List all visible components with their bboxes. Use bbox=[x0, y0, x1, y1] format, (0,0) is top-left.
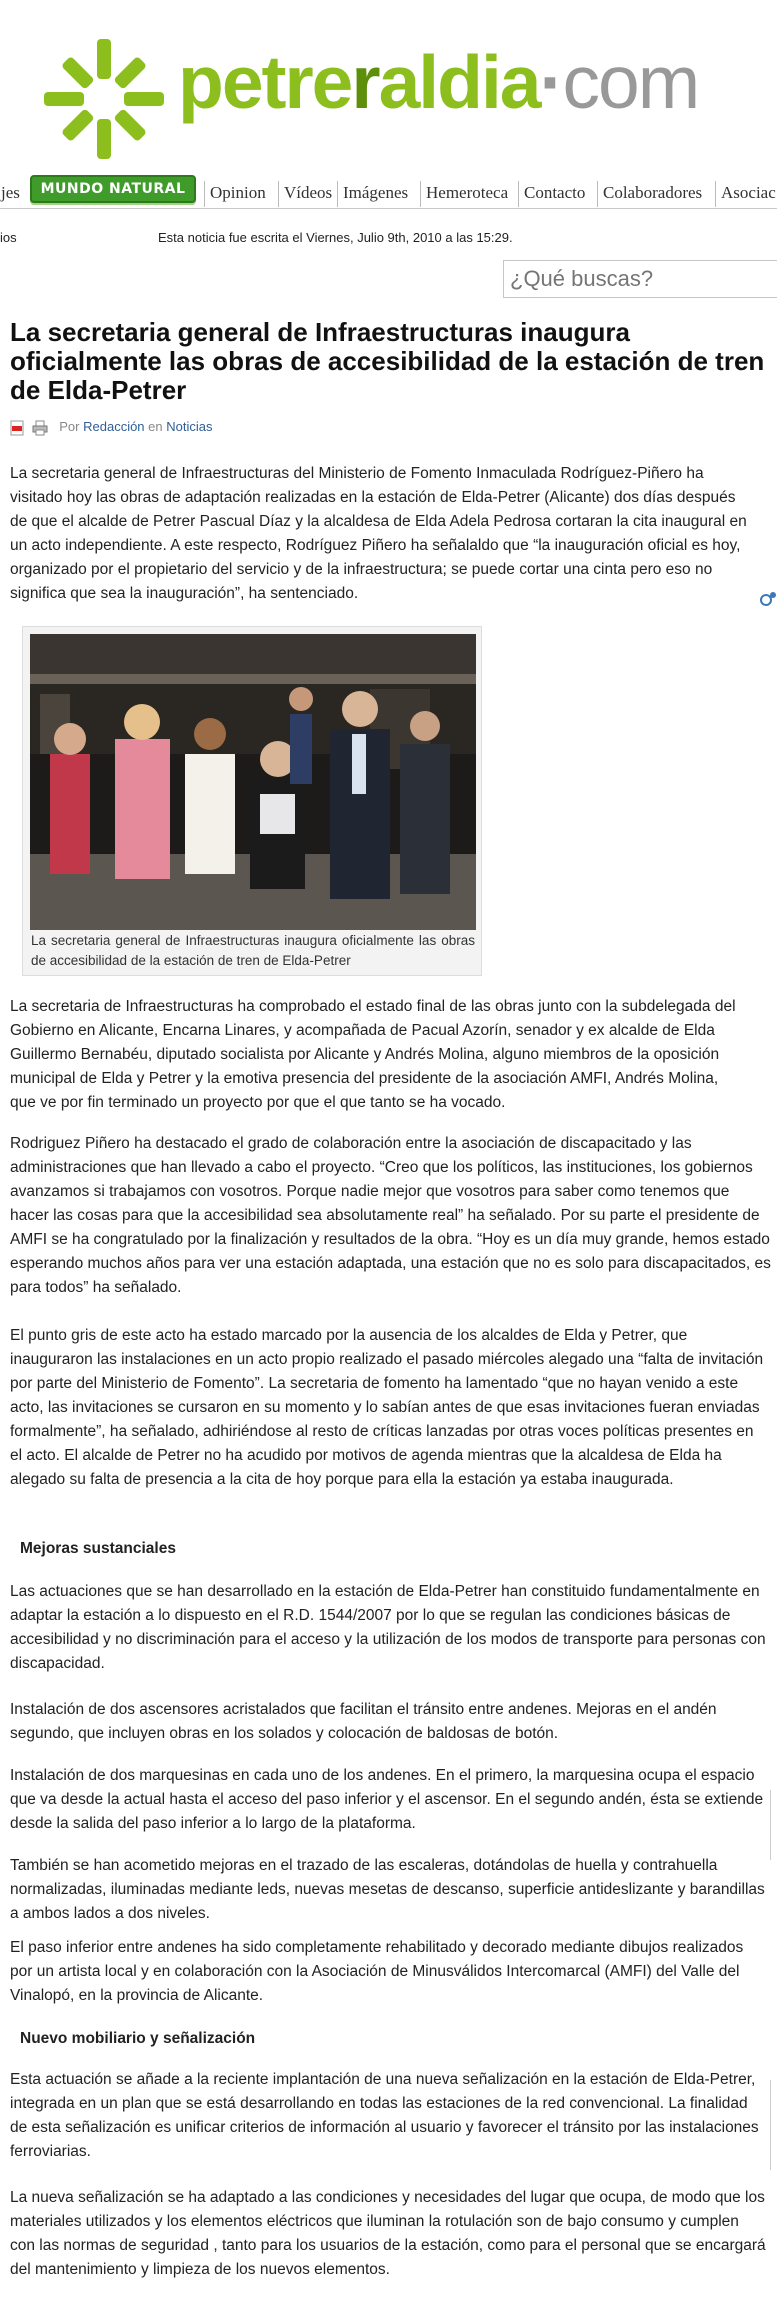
article-title[interactable]: La secretaria general de Infraestructuras inaugura oficialmente las obras de accesibilidad de la estación de tren de Elda-Petrer bbox=[10, 317, 765, 405]
nav-item-asociaciones[interactable]: Asociac bbox=[715, 181, 777, 207]
logo-part-r: r bbox=[351, 40, 379, 124]
pdf-icon[interactable] bbox=[10, 420, 26, 436]
nav-item-partial-left[interactable]: jes bbox=[1, 183, 20, 202]
logo-part-com: com bbox=[562, 40, 699, 124]
article-paragraph: Instalación de dos ascensores acristalados que facilitan el tránsito entre andenes. Mejoras en el andén segundo, que incluyen obras en los solados y colocación de baldosas de botón. bbox=[10, 1701, 717, 1742]
main-nav bbox=[0, 175, 777, 209]
print-icon[interactable] bbox=[32, 420, 48, 436]
article-paragraph: El paso inferior entre andenes ha sido completamente rehabilitado y decorado mediante dibujos realizados por un artista local y en colaboración con la Asociación de Minusválidos Intercomarcal (AMFI) del Valle del Vinalopó, en la provincia de Alicante. bbox=[10, 1939, 744, 2004]
photo-caption: La secretaria general de Infraestructuras inaugura oficialmente las obras de accesibilidad de la estación de tren de Elda-Petrer bbox=[31, 933, 475, 968]
site-header bbox=[0, 0, 777, 170]
section-heading: Nuevo mobiliario y señalización bbox=[20, 2030, 256, 2047]
subbar-partial-text: ios bbox=[0, 230, 17, 245]
photo-people-scene bbox=[30, 634, 476, 930]
article-paragraph: Esta actuación se añade a la reciente implantación de una nueva señalización en la estación de Elda-Petrer, integrada en un plan que se está desarrollando en todas las estaciones de la red convencional. La finalidad de esta señalización es unificar criterios de información al usuario y favorecer el tránsito por las instalaciones ferroviarias. bbox=[10, 2071, 759, 2160]
logo-part-dot: · bbox=[539, 40, 563, 124]
category-link[interactable]: Noticias bbox=[166, 419, 213, 434]
article-photo[interactable] bbox=[30, 634, 476, 930]
nav-item-colaboradores[interactable]: Colaboradores bbox=[597, 181, 707, 207]
search-input[interactable] bbox=[503, 260, 777, 298]
article-paragraph: Rodriguez Piñero ha destacado el grado de colaboración entre la asociación de discapacitado y las administraciones que han llevado a cabo el proyecto. “Creo que los políticos, las instituciones, los gobiernos avanzamos si trabajamos con vosotros. Porque nadie mejor que vosotros para saber como tenemos que hacer las cosas para que la accesibilidad sea absolutamente real” ha señalado. Por su parte el presidente de AMFI se ha congratulado por la finalización y resultados de la obra. “Hoy es un día muy grande, hemos estado esperando muchos años para ver una estación adaptada, una estación que no es solo para discapacitados, es para todos” ha señalado. bbox=[10, 1135, 771, 1296]
meta-por: Por bbox=[59, 419, 80, 434]
article-paragraph: El punto gris de este acto ha estado marcado por la ausencia de los alcaldes de Elda y Petrer, que inauguraron las instalaciones en un acto propio realizado el pasado miércoles alegado una “falta de invitación por parte del Ministerio de Fomento”. La secretaria de fomento ha lamentado “que no hayan venido a este acto, las invitaciones se cursaron en su momento y lo sabían antes de que esas invitaciones fueran enviadas formalmente”, ha señalado, adhiriéndose al resto de críticas lanzadas por otras voces políticas presentes en el acto. El alcalde de Petrer no ha acudido por motivos de agenda mientras que la alcaldesa de Elda ha alegado su falta de presencia a la cita de hoy porque para ella la estación ya estaba inaugurada. bbox=[10, 1327, 764, 1488]
article-meta bbox=[10, 419, 213, 439]
share-icon[interactable] bbox=[760, 590, 777, 606]
nav-item-hemeroteca[interactable]: Hemeroteca bbox=[420, 181, 513, 207]
nav-item-contacto[interactable]: Contacto bbox=[518, 181, 590, 207]
author-link[interactable]: Redacción bbox=[83, 419, 145, 434]
right-divider bbox=[770, 1790, 771, 1860]
nav-item-videos[interactable]: Vídeos bbox=[278, 181, 337, 207]
right-divider bbox=[770, 2080, 771, 2170]
article-figure bbox=[22, 626, 482, 976]
logo-part-aldia: aldia bbox=[378, 40, 540, 124]
nav-badge-mundo-natural[interactable]: MUNDO NATURAL bbox=[30, 175, 196, 203]
article-paragraph: También se han acometido mejoras en el trazado de las escaleras, dotándolas de huella y contrahuella normalizadas, iluminadas mediante leds, nuevas mesetas de descanso, superficie antideslizante y barandillas a ambos lados a dos niveles. bbox=[10, 1857, 765, 1922]
article-paragraph: Las actuaciones que se han desarrollado en la estación de Elda-Petrer han constituido fundamentalmente en adaptar la estación a lo dispuesto en el R.D. 1544/2007 por lo que se regulan las condiciones básicas de accesibilidad y no discriminación para el acceso y la utilización de los modos de transporte para personas con discapacidad. bbox=[10, 1583, 766, 1672]
section-heading: Mejoras sustanciales bbox=[20, 1540, 176, 1557]
article-paragraph: Instalación de dos marquesinas en cada uno de los andenes. En el primero, la marquesina ocupa el espacio que va desde la actual hasta el acceso del paso inferior y el ascensor. En el segundo andén, ésta se extiende desde la salida del paso inferior a lo largo de la plataforma. bbox=[10, 1767, 764, 1832]
sub-bar bbox=[0, 222, 777, 252]
nav-item-imagenes[interactable]: Imágenes bbox=[337, 181, 413, 207]
sunburst-logo-icon[interactable] bbox=[40, 35, 168, 163]
article-paragraph: La secretaria de Infraestructuras ha comprobado el estado final de las obras junto con la subdelegada del Gobierno en Alicante, Encarna Linares, y acompañada de Pacual Azorín, senador y ex alcalde de Elda Guillermo Bernabéu, diputado socialista por Alicante y Andrés Molina, alguno miembros de la oposición municipal de Elda y Petrer y la emotiva presencia del presidente de la asociación AMFI, Andrés Molina, que ve por fin terminado un proyecto por que el que tanto se ha vocado. bbox=[10, 998, 736, 1111]
meta-en: en bbox=[148, 419, 163, 434]
site-logo-text[interactable] bbox=[178, 40, 699, 124]
publish-date: Esta noticia fue escrita el Viernes, Julio 9th, 2010 a las 15:29. bbox=[158, 230, 513, 245]
logo-part-petre: petre bbox=[178, 40, 352, 124]
article-paragraph: La nueva señalización se ha adaptado a las condiciones y necesidades del lugar que ocupa, de modo que los materiales utilizados y los elementos eléctricos que iluminan la rotulación son de bajo consumo y cumplen con las normas de seguridad , tanto para los usuarios de la estación, como para el personal que se encargará del mantenimiento y limpieza de los nuevos elementos. bbox=[10, 2189, 766, 2278]
nav-item-opinion[interactable]: Opinion bbox=[204, 181, 271, 207]
article-paragraph: La secretaria general de Infraestructuras del Ministerio de Fomento Inmaculada Rodríguez-Piñero ha visitado hoy las obras de adaptación realizadas en la estación de Elda-Petrer (Alicante) dos días después de que el alcalde de Petrer Pascual Díaz y la alcaldesa de Elda Adela Pedrosa cortaran la cita inaugural en un acto independiente. A este respecto, Rodríguez Piñero ha señalaldo que “la inauguración oficial es hoy, organizado por el propietario del servicio y de la infraestructura; se puede cortar una cinta pero eso no significa que sea la inauguración”, ha sentenciado. bbox=[10, 465, 747, 602]
